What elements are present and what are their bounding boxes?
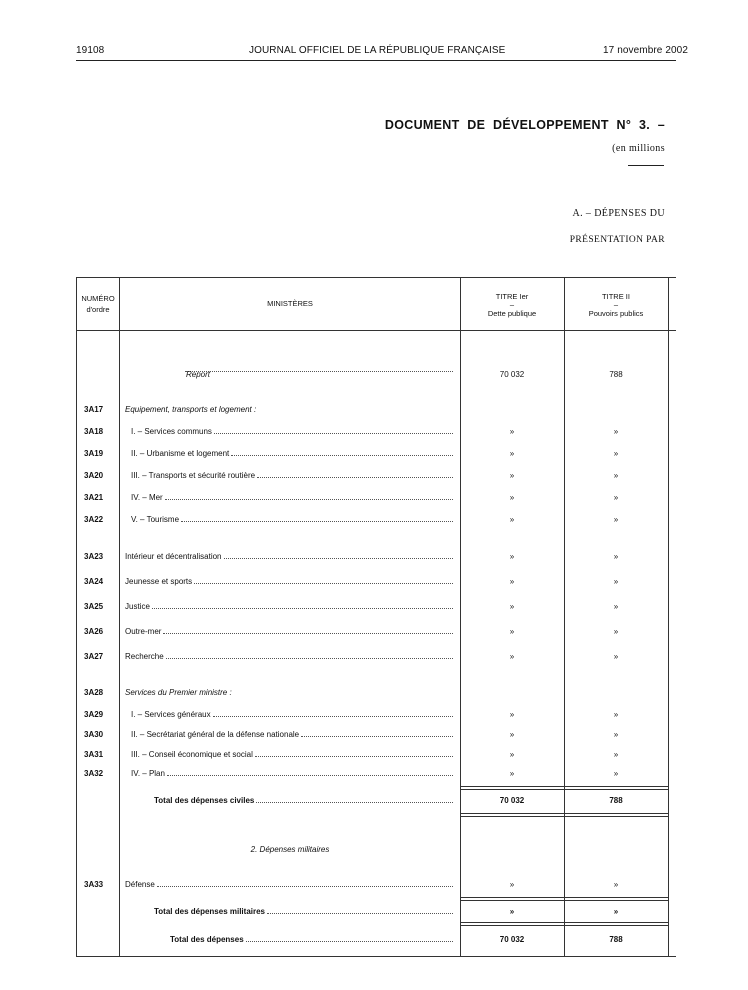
header-date: 17 novembre 2002 xyxy=(603,45,688,56)
row-number: 3A26 xyxy=(84,627,104,636)
dot-leader xyxy=(165,498,453,500)
value-titre2: » xyxy=(613,710,619,719)
dot-leader xyxy=(255,755,453,757)
total-militaires-rule xyxy=(460,922,668,923)
row-label: IV. – Plan xyxy=(131,769,165,778)
document-title: DOCUMENT DE DÉVELOPPEMENT N° 3. – xyxy=(384,118,665,132)
header-titre1-label: TITRE Ier xyxy=(495,292,529,301)
row-number: 3A23 xyxy=(84,552,104,561)
value-titre1: 70 032 xyxy=(499,796,525,805)
total-row-civiles xyxy=(76,796,676,810)
value-titre2: » xyxy=(613,515,619,524)
row-label: Défense xyxy=(125,880,155,889)
row-label: III. – Conseil économique et social xyxy=(131,750,253,759)
value-titre1: » xyxy=(509,515,515,524)
presentation-title: PRÉSENTATION PAR xyxy=(569,235,665,245)
value-titre1: » xyxy=(509,493,515,502)
journal-title: JOURNAL OFFICIEL DE LA RÉPUBLIQUE FRANÇAISE xyxy=(249,45,506,56)
value-titre1: » xyxy=(509,552,515,561)
expenses-table xyxy=(76,277,676,957)
value-titre1: » xyxy=(509,730,515,739)
row-label: Intérieur et décentralisation xyxy=(125,552,222,561)
dot-leader xyxy=(167,774,453,776)
row-number: 3A18 xyxy=(84,427,104,436)
value-titre2: » xyxy=(613,449,619,458)
table-row xyxy=(76,602,676,616)
total-militaires-rule xyxy=(460,897,668,898)
value-titre2: » xyxy=(613,769,619,778)
row-label: III. – Transports et sécurité routière xyxy=(131,471,256,480)
value-titre2: » xyxy=(613,471,619,480)
value-titre1: 70 032 xyxy=(499,935,525,944)
row-label: II. – Secrétariat général de la défense nationale xyxy=(131,730,300,739)
header-titre1-dash: – xyxy=(509,300,515,309)
header-titre1-subtitle: Dette publique xyxy=(487,309,537,318)
total-civiles-rule xyxy=(460,786,668,787)
value-titre2: » xyxy=(613,907,619,916)
dot-leader xyxy=(214,432,453,434)
row-label: Services du Premier ministre : xyxy=(125,688,232,697)
section-title: A. – DÉPENSES DU xyxy=(572,208,665,219)
dot-leader xyxy=(194,582,453,584)
header-ministeres: MINISTÈRES xyxy=(267,299,313,308)
value-titre2: » xyxy=(613,552,619,561)
table-row xyxy=(76,577,676,591)
total-civiles-rule xyxy=(460,816,668,817)
value-titre1: » xyxy=(509,627,515,636)
dot-leader xyxy=(224,557,454,559)
value-titre2: » xyxy=(613,577,619,586)
row-label: Outre-mer xyxy=(125,627,162,636)
row-label: Total des dépenses xyxy=(170,935,244,944)
value-titre1: » xyxy=(509,427,515,436)
dot-leader xyxy=(163,632,453,634)
total-row-militaires xyxy=(76,907,676,921)
row-label: V. – Tourisme xyxy=(131,515,180,524)
row-number: 3A33 xyxy=(84,880,104,889)
header-titre1 xyxy=(460,291,564,319)
dot-leader xyxy=(231,454,453,456)
dot-leader xyxy=(181,520,453,522)
row-number: 3A28 xyxy=(84,688,104,697)
value-titre2: » xyxy=(613,627,619,636)
value-titre2: 788 xyxy=(609,796,623,805)
row-number: 3A24 xyxy=(84,577,104,586)
row-label: II. – Urbanisme et logement xyxy=(131,449,230,458)
table-top-border xyxy=(76,277,676,278)
row-label: Report xyxy=(186,370,211,379)
value-titre1: » xyxy=(509,577,515,586)
dot-leader xyxy=(166,657,453,659)
value-titre2: » xyxy=(613,427,619,436)
row-label: IV. – Mer xyxy=(131,493,163,502)
value-titre1: » xyxy=(509,710,515,719)
table-row xyxy=(76,515,676,529)
table-row xyxy=(76,471,676,485)
value-titre2: » xyxy=(613,730,619,739)
table-row xyxy=(76,427,676,441)
value-titre1: » xyxy=(509,769,515,778)
row-label: Total des dépenses civiles xyxy=(154,796,255,805)
dot-leader xyxy=(152,607,453,609)
total-civiles-rule xyxy=(460,789,668,790)
header-titre2 xyxy=(564,291,668,319)
header-rule xyxy=(76,60,676,61)
value-titre2: » xyxy=(613,602,619,611)
row-number: 3A22 xyxy=(84,515,104,524)
total-militaires-rule xyxy=(460,925,668,926)
row-number: 3A17 xyxy=(84,405,104,414)
row-label: Jeunesse et sports xyxy=(125,577,193,586)
table-row xyxy=(76,769,676,783)
row-label: Recherche xyxy=(125,652,164,661)
dot-leader xyxy=(257,476,453,478)
row-label: Total des dépenses militaires xyxy=(154,907,266,916)
dot-leader xyxy=(157,885,453,887)
row-number: 3A30 xyxy=(84,730,104,739)
value-titre2: » xyxy=(613,493,619,502)
value-titre2: » xyxy=(613,880,619,889)
header-titre2-label: TITRE II xyxy=(602,292,630,301)
value-titre2: » xyxy=(613,750,619,759)
table-row xyxy=(76,730,676,744)
row-number: 3A20 xyxy=(84,471,104,480)
header-numero: NUMÉRO d'ordre xyxy=(81,294,115,314)
table-row xyxy=(76,710,676,724)
table-row xyxy=(76,652,676,666)
total-civiles-rule xyxy=(460,813,668,814)
value-titre1: » xyxy=(509,652,515,661)
value-titre1: 70 032 xyxy=(499,370,525,379)
value-titre1: » xyxy=(509,880,515,889)
table-row xyxy=(76,880,676,894)
value-titre2: 788 xyxy=(609,370,623,379)
row-number: 3A32 xyxy=(84,769,104,778)
unit-note: (en millions xyxy=(612,143,665,154)
value-titre2: » xyxy=(613,652,619,661)
table-row xyxy=(76,688,676,702)
value-titre1: » xyxy=(509,602,515,611)
table-row xyxy=(76,449,676,463)
row-number: 3A27 xyxy=(84,652,104,661)
row-label: Justice xyxy=(125,602,150,611)
table-bottom-border xyxy=(76,956,676,957)
table-row xyxy=(76,627,676,641)
value-titre1: » xyxy=(509,449,515,458)
total-row-depenses xyxy=(76,935,676,949)
value-titre1: » xyxy=(509,471,515,480)
header-titre2-dash: – xyxy=(613,300,619,309)
table-row xyxy=(76,750,676,764)
page-number: 19108 xyxy=(76,45,105,56)
row-number: 3A25 xyxy=(84,602,104,611)
row-number: 3A21 xyxy=(84,493,104,502)
dot-leader xyxy=(213,715,453,717)
value-titre2: 788 xyxy=(609,935,623,944)
value-titre1: » xyxy=(509,750,515,759)
header-titre2-subtitle: Pouvoirs publics xyxy=(588,309,644,318)
row-number: 3A19 xyxy=(84,449,104,458)
row-number: 3A31 xyxy=(84,750,104,759)
table-row xyxy=(76,552,676,566)
table-row xyxy=(76,405,676,419)
total-militaires-rule xyxy=(460,900,668,901)
report-label xyxy=(186,370,455,379)
row-label: I. – Services communs xyxy=(131,427,212,436)
row-label: Equipement, transports et logement : xyxy=(125,405,257,414)
section-heading: 2. Dépenses militaires xyxy=(250,845,330,854)
dot-leader xyxy=(301,735,453,737)
dot-leader xyxy=(267,912,453,914)
row-number: 3A29 xyxy=(84,710,104,719)
dot-leader xyxy=(256,801,453,803)
row-label: I. – Services généraux xyxy=(131,710,211,719)
table-row xyxy=(76,493,676,507)
table-row xyxy=(76,370,676,384)
value-titre1: » xyxy=(509,907,515,916)
title-rule xyxy=(628,165,664,166)
header-bottom-border xyxy=(76,330,676,331)
dot-leader xyxy=(246,940,453,942)
